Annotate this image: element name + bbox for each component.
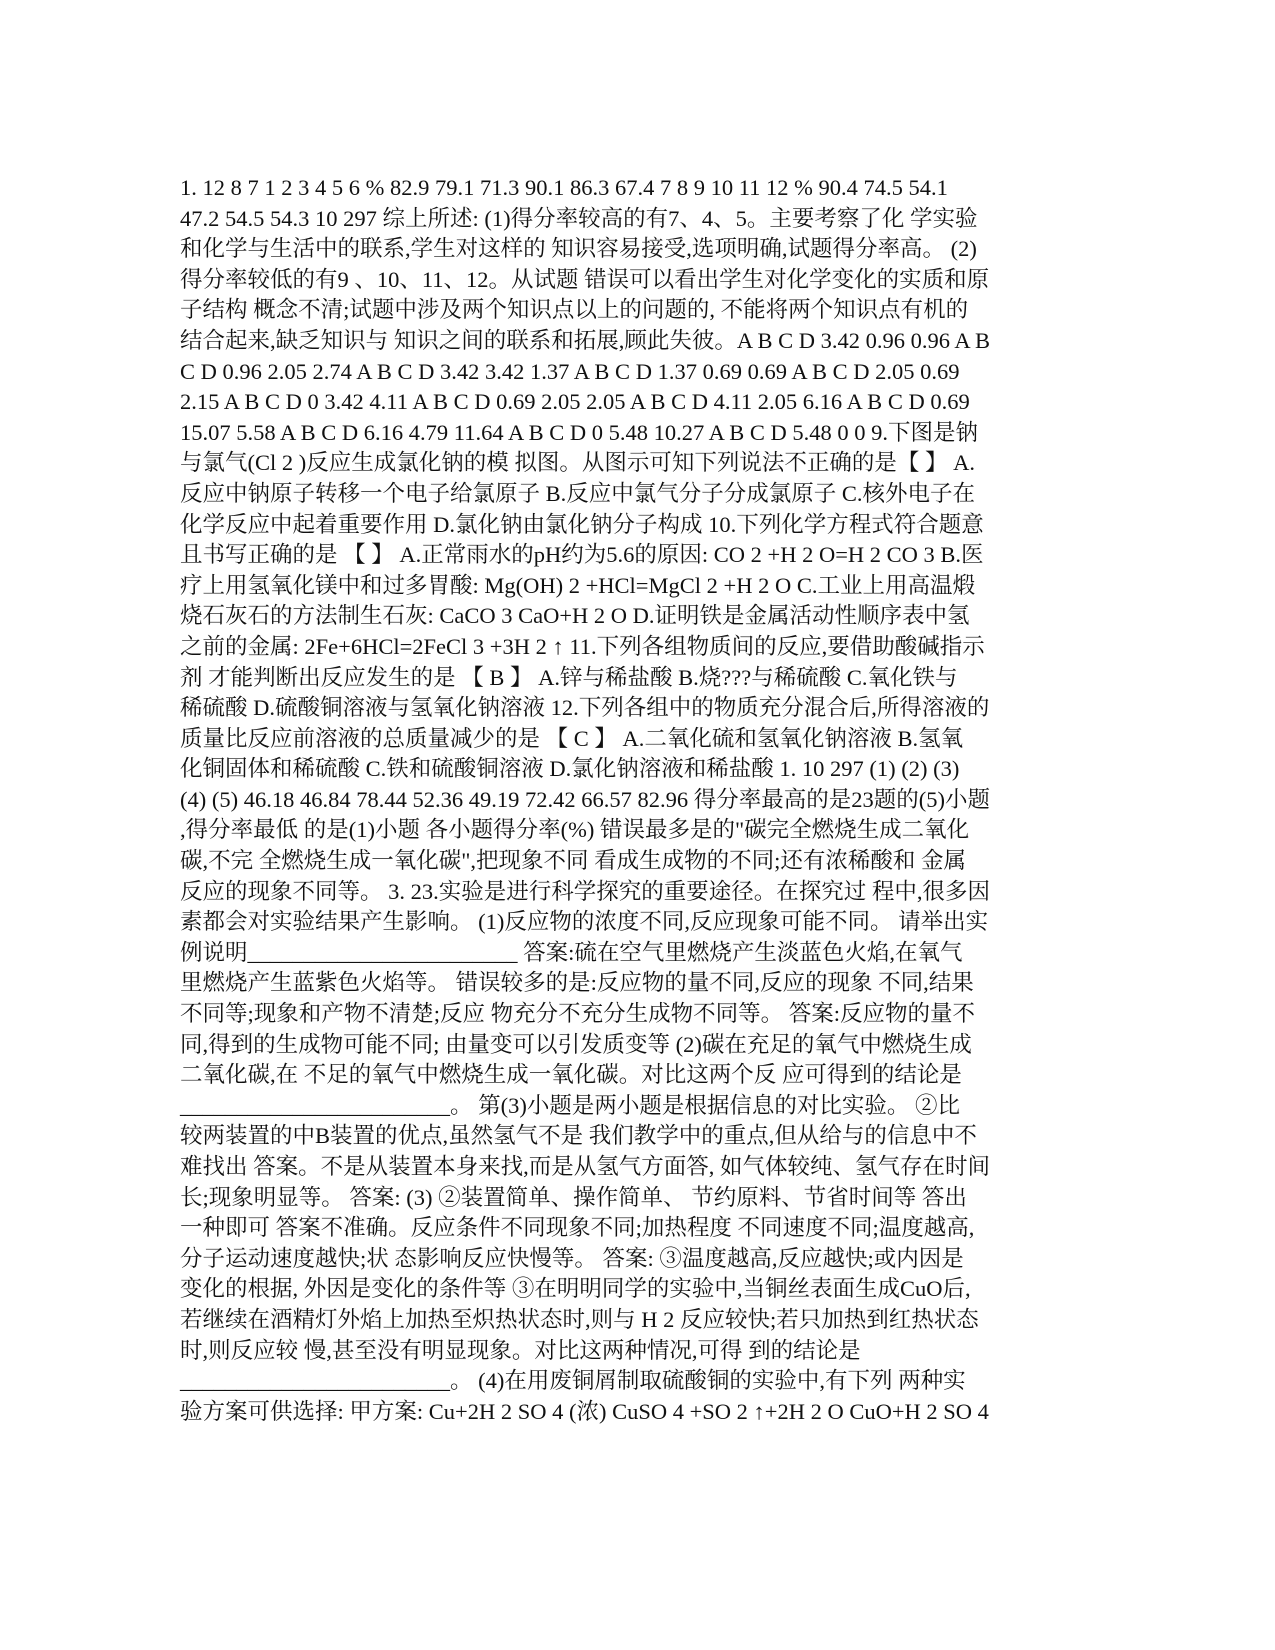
text-line: 和化学与生活中的联系,学生对这样的 知识容易接受,选项明确,试题得分率高。 (2) bbox=[180, 236, 977, 262]
text-line: C D 0.96 2.05 2.74 A B C D 3.42 3.42 1.37 A B C D 1.37 0.69 0.69 A B C D 2.05 0.69 bbox=[180, 358, 960, 384]
text-line: 47.2 54.5 54.3 10 297 综上所述: (1)得分率较高的有7、4、5。主要考察了化 学实验 bbox=[180, 205, 978, 231]
text-line: 化学反应中起着重要作用 D.氯化钠由氯化钠分子构成 10.下列化学方程式符合题意 bbox=[180, 511, 984, 537]
text-line: 素都会对实验结果产生影响。 (1)反应物的浓度不同,反应现象可能不同。 请举出实 bbox=[180, 909, 989, 935]
text-line: ________________________。 第(3)小题是两小题是根据信息的对比实验。 ②比 bbox=[180, 1092, 960, 1118]
text-line: 且书写正确的是 【 】 A.正常雨水的pH约为5.6的原因: CO 2 +H 2 O=H 2 CO 3 B.医 bbox=[180, 542, 984, 568]
text-line: 子结构 概念不清;试题中涉及两个知识点以上的问题的, 不能将两个知识点有机的 bbox=[180, 297, 969, 323]
text-line: 化铜固体和稀硫酸 C.铁和硫酸铜溶液 D.氯化钠溶液和稀盐酸 1. 10 297 (1) (2) (3) bbox=[180, 756, 960, 782]
text-line: 分子运动速度越快;状 态影响反应快慢等。 答案: ③温度越高,反应越快;或内因是 bbox=[180, 1245, 964, 1271]
text-line: 剂 才能判断出反应发生的是 【 B 】 A.锌与稀盐酸 B.烧???与稀硫酸 C.氧化铁与 bbox=[180, 664, 958, 690]
text-line: 不同等;现象和产物不清楚;反应 物充分不充分生成物不同等。 答案:反应物的量不 bbox=[180, 1001, 976, 1027]
document-body bbox=[180, 173, 1050, 1427]
text-line: 稀硫酸 D.硫酸铜溶液与氢氧化钠溶液 12.下列各组中的物质充分混合后,所得溶液的 bbox=[180, 695, 990, 721]
text-line: 变化的根据, 外因是变化的条件等 ③在明明同学的实验中,当铜丝表面生成CuO后, bbox=[180, 1276, 971, 1302]
text-line: 得分率较低的有9 、10、11、12。从试题 错误可以看出学生对化学变化的实质和原 bbox=[180, 266, 990, 292]
text-line: 15.07 5.58 A B C D 6.16 4.79 11.64 A B C D 0 5.48 10.27 A B C D 5.48 0 0 9.下图是钠 bbox=[180, 419, 979, 445]
text-line: 里燃烧产生蓝紫色火焰等。 错误较多的是:反应物的量不同,反应的现象 不同,结果 bbox=[180, 970, 974, 996]
text-line: 同,得到的生成物可能不同; 由量变可以引发质变等 (2)碳在充足的氧气中燃烧生成 bbox=[180, 1031, 972, 1057]
text-line: 若继续在酒精灯外焰上加热至炽热状态时,则与 H 2 反应较快;若只加热到红热状态 bbox=[180, 1306, 979, 1332]
text-line: 长;现象明显等。 答案: (3) ②装置简单、操作简单、 节约原料、节省时间等 答出 bbox=[180, 1184, 967, 1210]
text-line: 一种即可 答案不准确。反应条件不同现象不同;加热程度 不同速度不同;温度越高, bbox=[180, 1215, 975, 1241]
text-line: 1. 12 8 7 1 2 3 4 5 6 % 82.9 79.1 71.3 90.1 86.3 67.4 7 8 9 10 11 12 % 90.4 74.5 54.1 bbox=[180, 175, 948, 200]
text-line: 之前的金属: 2Fe+6HCl=2FeCl 3 +3H 2 ↑ 11.下列各组物质间的反应,要借助酸碱指示 bbox=[180, 633, 985, 659]
text-line: 例说明________________________ 答案:硫在空气里燃烧产生淡蓝色火焰,在氧气 bbox=[180, 939, 963, 965]
text-line: 烧石灰石的方法制生石灰: CaCO 3 CaO+H 2 O D.证明铁是金属活动性顺序表中氢 bbox=[180, 603, 970, 629]
text-line: 反应中钠原子转移一个电子给氯原子 B.反应中氯气分子分成氯原子 C.核外电子在 bbox=[180, 480, 976, 506]
text-line: 2.15 A B C D 0 3.42 4.11 A B C D 0.69 2.05 2.05 A B C D 4.11 2.05 6.16 A B C D 0.69 bbox=[180, 389, 970, 415]
text-line: ________________________。 (4)在用废铜屑制取硫酸铜的实验中,有下列 两种实 bbox=[180, 1368, 966, 1394]
text-line: 与氯气(Cl 2 )反应生成氯化钠的模 拟图。从图示可知下列说法不正确的是【 】 A. bbox=[180, 450, 975, 476]
text-line: 难找出 答案。不是从装置本身来找,而是从氢气方面答, 如气体较纯、氢气存在时间 bbox=[180, 1154, 991, 1179]
text-line: 二氧化碳,在 不足的氧气中燃烧生成一氧化碳。对比这两个反 应可得到的结论是 bbox=[180, 1062, 962, 1088]
text-line: 验方案可供选择: 甲方案: Cu+2H 2 SO 4 (浓) CuSO 4 +SO 2 ↑+2H 2 O CuO+H 2 SO 4 bbox=[180, 1398, 989, 1424]
text-line: 结合起来,缺乏知识与 知识之间的联系和拓展,顾此失彼。A B C D 3.42 0.96 0.96 A B bbox=[180, 327, 991, 353]
text-line: 时,则反应较 慢,甚至没有明显现象。对比这两种情况,可得 到的结论是 bbox=[180, 1337, 861, 1363]
text-line: 质量比反应前溶液的总质量减少的是 【 C 】 A.二氧化硫和氢氧化钠溶液 B.氢氧 bbox=[180, 725, 964, 751]
text-line: 反应的现象不同等。 3. 23.实验是进行科学探究的重要途径。在探究过 程中,很多因 bbox=[180, 878, 991, 904]
text-line: 较两装置的中B装置的优点,虽然氢气不是 我们教学中的重点,但从给与的信息中不 bbox=[180, 1123, 977, 1149]
text-line: 疗上用氢氧化镁中和过多胃酸: Mg(OH) 2 +HCl=MgCl 2 +H 2 O C.工业上用高温煅 bbox=[180, 572, 975, 598]
text-line: 碳,不完 全燃烧生成一氧化碳",把现象不同 看成生成物的不同;还有浓稀酸和 金属 bbox=[180, 848, 967, 874]
text-line: ,得分率最低 的是(1)小题 各小题得分率(%) 错误最多是的"碳完全燃烧生成二氧化 bbox=[180, 817, 970, 843]
text-line: (4) (5) 46.18 46.84 78.44 52.36 49.19 72.42 66.57 82.96 得分率最高的是23题的(5)小题 bbox=[180, 786, 990, 812]
